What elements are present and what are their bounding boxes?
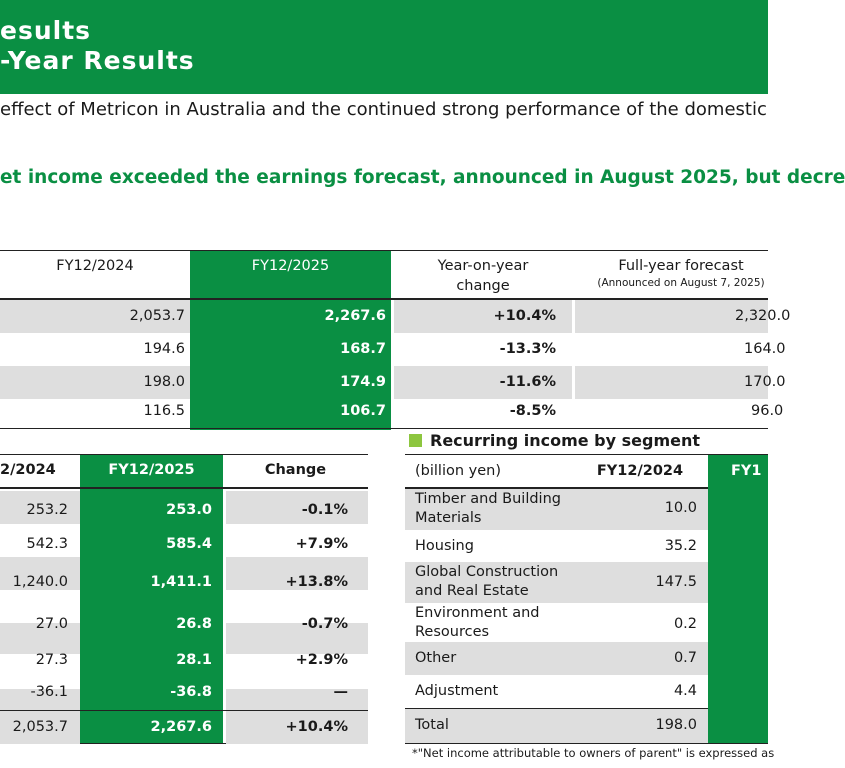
table-header-rule xyxy=(0,487,368,489)
col-header-fy2024: FY12/2024 xyxy=(596,463,684,479)
cell-fy2025: 168.7 xyxy=(340,341,386,357)
cell-fy2024: 147.5 xyxy=(655,574,697,590)
col-header-forecast-sub: (Announced on August 7, 2025) xyxy=(597,277,765,289)
col-header-yoy-sub: change xyxy=(456,278,510,294)
col-header-fy2025: FY1 xyxy=(731,463,762,479)
cell-change: +7.9% xyxy=(295,536,348,552)
table-top-rule xyxy=(0,250,768,251)
segment-label-line2: and Real Estate xyxy=(415,583,529,599)
cell-fy2025: -36.8 xyxy=(170,684,212,700)
cell-fy2024: 10.0 xyxy=(664,500,697,516)
cell-fy2024: 0.2 xyxy=(673,616,697,632)
cell-fy2024: 542.3 xyxy=(26,536,68,552)
footnote: *"Net income attributable to owners of parent" is expressed as xyxy=(412,746,775,760)
segment-label xyxy=(415,604,539,642)
col-header-fy2024: 2/2024 xyxy=(0,462,56,478)
col-header-forecast: Full-year forecast xyxy=(618,258,744,274)
cell-yoy: +10.4% xyxy=(493,308,556,324)
segment-label: Adjustment xyxy=(415,683,499,699)
cell-change: +10.4% xyxy=(285,719,348,735)
col-header-yoy: Year-on-year xyxy=(437,258,529,274)
cell-fy2024: 116.5 xyxy=(143,403,185,419)
cell-change: +2.9% xyxy=(295,652,348,668)
segment-label xyxy=(415,490,561,528)
cell-forecast: 2,320.0 xyxy=(735,308,791,324)
cell-yoy: -8.5% xyxy=(509,403,556,419)
unit-label: (billion yen) xyxy=(415,463,501,479)
cell-fy2025: 2,267.6 xyxy=(324,308,386,324)
segment-label-line1: Global Construction xyxy=(415,564,559,580)
cell-forecast: 170.0 xyxy=(744,374,786,390)
cell-forecast: 96.0 xyxy=(751,403,784,419)
cell-fy2024: 2,053.7 xyxy=(129,308,185,324)
cell-change: — xyxy=(333,684,348,700)
cell-fy2025: 253.0 xyxy=(166,502,212,518)
segment-label-line2: Materials xyxy=(415,510,482,526)
cell-fy2024: 2,053.7 xyxy=(12,719,68,735)
segment-label: Housing xyxy=(415,538,474,554)
cell-yoy: -13.3% xyxy=(499,341,556,357)
col-header-fy2024: FY12/2024 xyxy=(56,258,134,274)
cell-change: +13.8% xyxy=(285,574,348,590)
segment-label xyxy=(415,563,558,601)
header-title-line2: -Year Results xyxy=(0,46,195,75)
lead-text: effect of Metricon in Australia and the continued strong performance of the domestic xyxy=(0,99,767,120)
col-header-change: Change xyxy=(264,462,327,478)
cell-fy2024: 1,240.0 xyxy=(12,574,68,590)
cell-fy2024: 4.4 xyxy=(673,683,697,699)
cell-fy2024: 198.0 xyxy=(143,374,185,390)
segment-table-title: Recurring income by segment xyxy=(430,431,701,450)
cell-fy2025: 2,267.6 xyxy=(150,719,212,735)
recurring-income-by-segment-table xyxy=(405,454,768,744)
cell-fy2025: 174.9 xyxy=(340,374,386,390)
cell-fy2024: 35.2 xyxy=(664,538,697,554)
segment-label-line1: Environment and xyxy=(415,605,540,621)
segment-sales-table xyxy=(0,454,368,744)
cell-fy2024: 198.0 xyxy=(655,717,697,733)
header-banner xyxy=(0,0,768,94)
col-header-fy2025: FY12/2025 xyxy=(251,258,330,274)
cell-fy2024: -36.1 xyxy=(30,684,68,700)
cell-change: -0.7% xyxy=(301,616,348,632)
segment-label: Total xyxy=(415,717,449,733)
cell-fy2024: 0.7 xyxy=(673,650,697,666)
cell-yoy: -11.6% xyxy=(499,374,556,390)
segment-label-line1: Timber and Building xyxy=(415,491,561,507)
segment-label-line2: Resources xyxy=(415,624,490,640)
cell-fy2024: 253.2 xyxy=(26,502,68,518)
cell-fy2024: 194.6 xyxy=(143,341,185,357)
cell-forecast: 164.0 xyxy=(744,341,786,357)
fy2025-column-bg xyxy=(708,454,768,744)
table-bottom-rule xyxy=(405,743,768,744)
cell-fy2025: 585.4 xyxy=(166,536,212,552)
headline: et income exceeded the earnings forecast, announced in August 2025, but decre xyxy=(0,167,845,188)
table-header-rule xyxy=(0,298,768,300)
segment-title-marker xyxy=(409,434,422,447)
header-title-line1: esults xyxy=(0,16,92,45)
segment-label: Other xyxy=(415,650,457,666)
cell-fy2024: 27.0 xyxy=(35,616,68,632)
cell-change: -0.1% xyxy=(301,502,348,518)
table-bottom-rule xyxy=(0,428,768,429)
cell-fy2025: 1,411.1 xyxy=(150,574,212,590)
cell-fy2025: 106.7 xyxy=(340,403,386,419)
cell-fy2024: 27.3 xyxy=(35,652,68,668)
col-header-fy2025: FY12/2025 xyxy=(108,462,195,478)
cell-fy2025: 28.1 xyxy=(176,652,212,668)
cell-fy2025: 26.8 xyxy=(176,616,212,632)
